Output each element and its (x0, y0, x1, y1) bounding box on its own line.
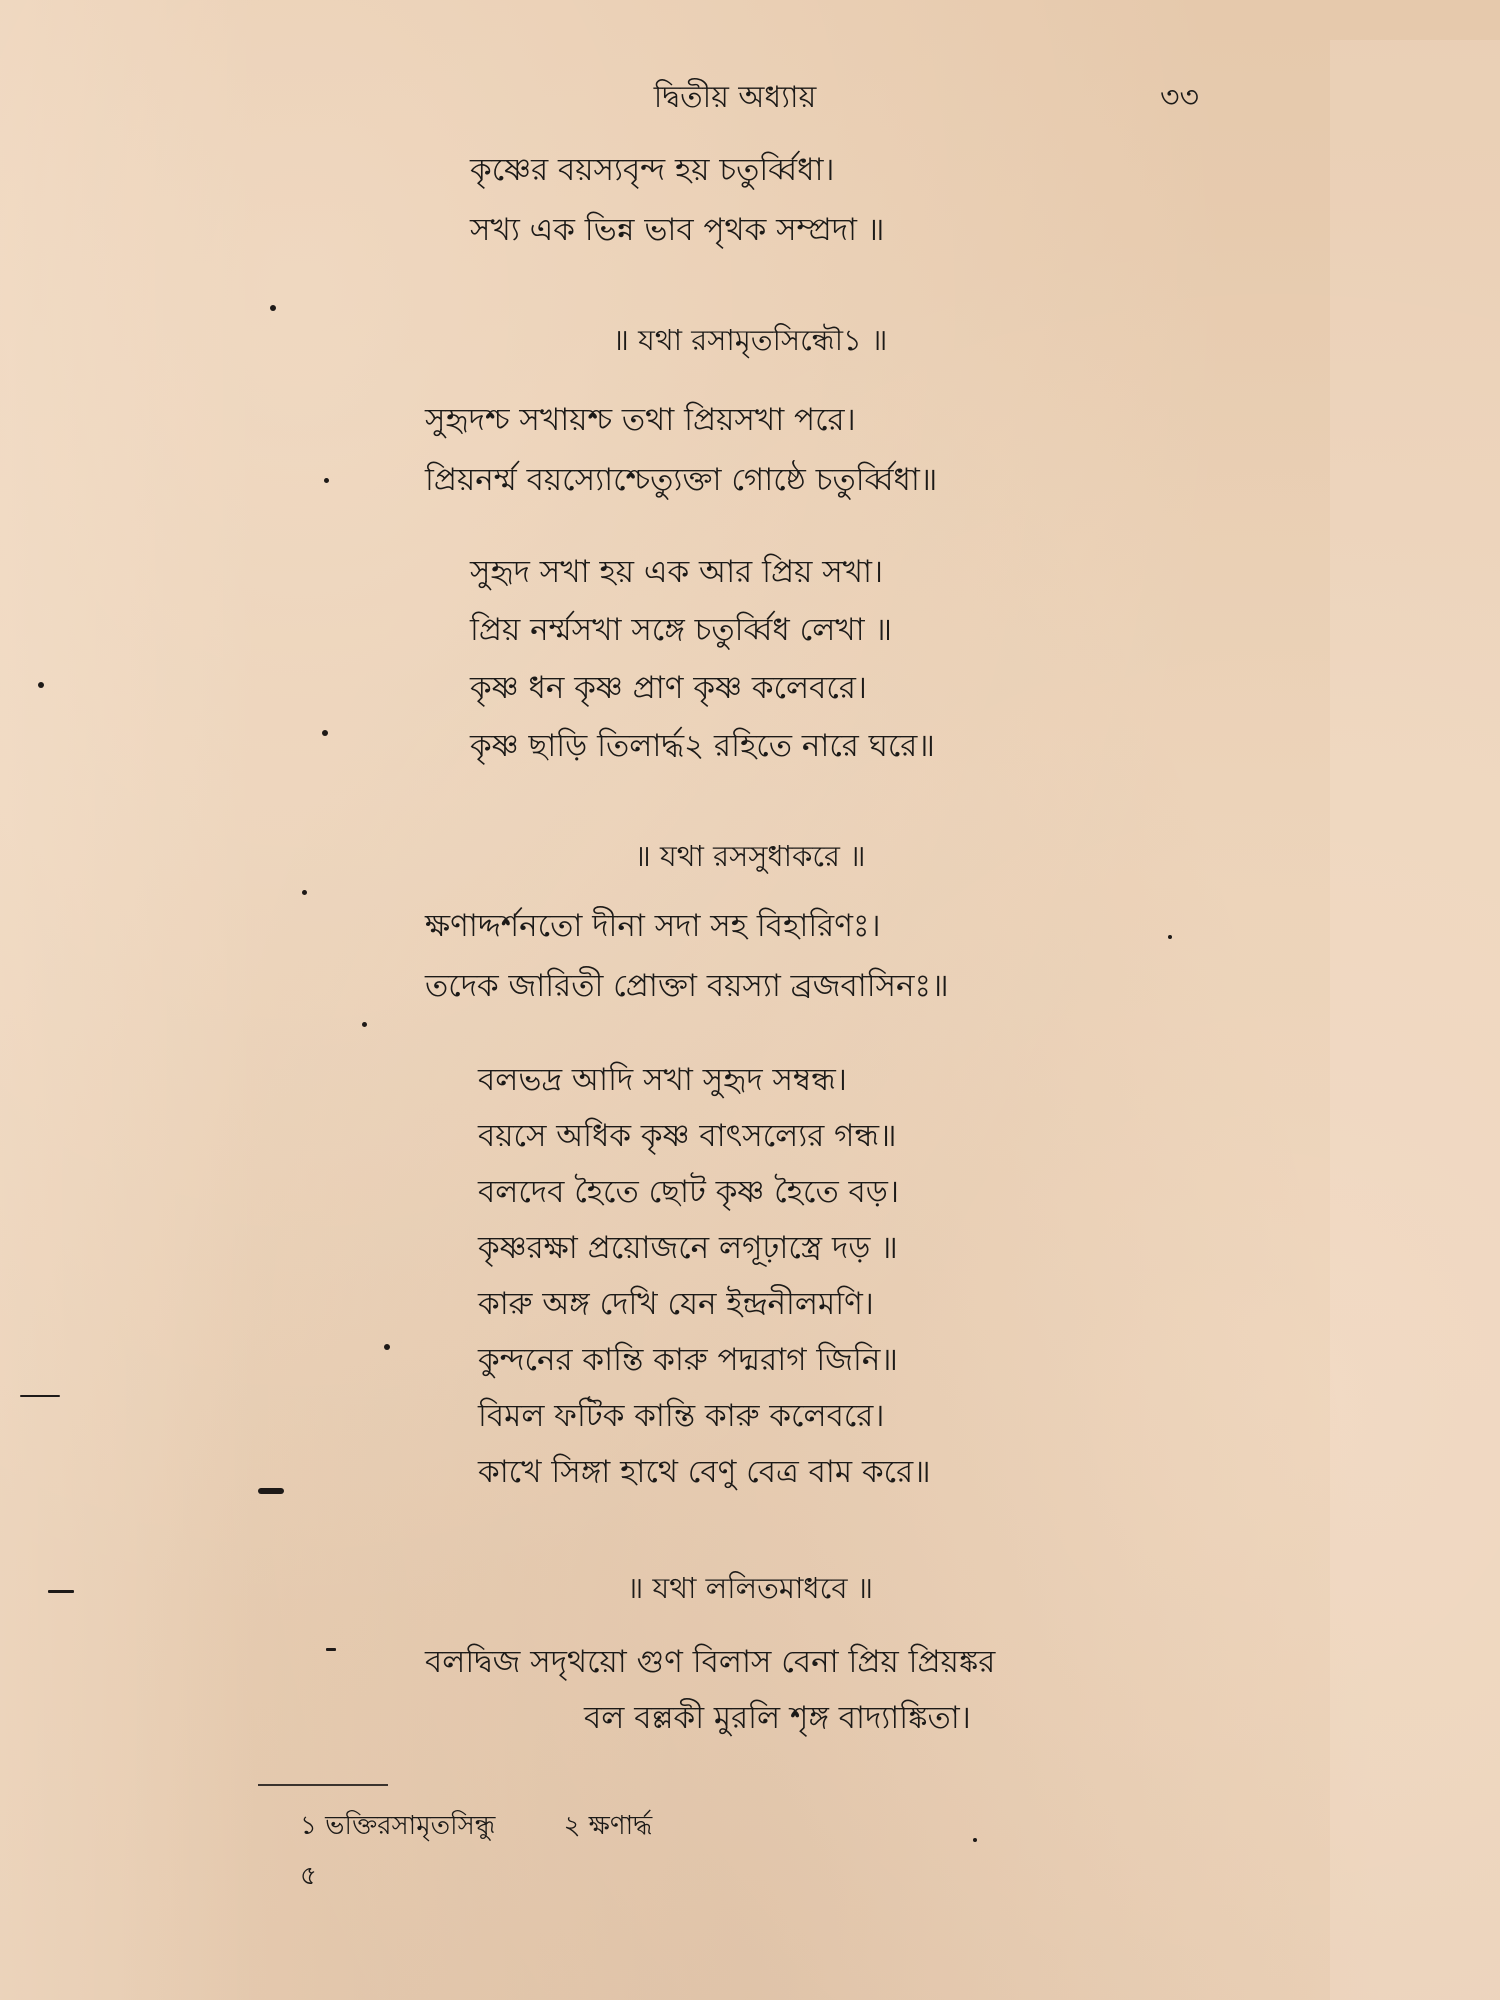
sloka3-line1: বলদ্বিজ সদৃথয়ো গুণ বিলাস বেনা প্রিয় প্রিয়ঙ্কর (425, 1644, 996, 1680)
paper-speck (302, 890, 307, 895)
verse3-line2: বয়সে অধিক কৃষ্ণ বাৎসল্যের গন্ধ॥ (478, 1118, 897, 1154)
paper-speck (973, 1838, 977, 1842)
sloka1-line2: প্রিয়নর্ম্ম বয়স্যোশ্চেত্যুক্তা গোষ্ঠে চতুর্ব্বিধা॥ (425, 462, 938, 498)
paper-speck (1168, 935, 1172, 939)
section-heading-3: ॥ যথা ললিতমাধবে ॥ (626, 1571, 874, 1605)
paper-speck (258, 1488, 284, 1494)
paper-speck (38, 682, 44, 688)
verse1-line2: সখ্য এক ভিন্ন ভাব পৃথক সম্প্রদা ॥ (470, 212, 885, 248)
section-heading-1: ॥ যথা রসামৃতসিন্ধৌ১ ॥ (612, 323, 888, 357)
verse3-line5: কারু অঙ্গ দেখি যেন ইন্দ্রনীলমণি। (478, 1286, 874, 1322)
sloka3-line2: বল বল্লকী মুরলি শৃঙ্গ বাদ্যাঙ্কিতা। (584, 1700, 971, 1736)
verse2-line1: সুহৃদ সখা হয় এক আর প্রিয় সখা। (470, 554, 884, 590)
paper-speck (20, 1395, 60, 1397)
sloka2-line1: ক্ষণাদ্দর্শনতো দীনা সদা সহ বিহারিণঃ। (425, 908, 881, 944)
paper-speck (326, 1648, 336, 1651)
verse2-line3: কৃষ্ণ ধন কৃষ্ণ প্রাণ কৃষ্ণ কলেবরে। (470, 670, 867, 706)
paper-shade-left (0, 0, 260, 2000)
verse3-line7: বিমল ফটিক কান্তি কারু কলেবরে। (478, 1398, 885, 1434)
verse3-line6: কুন্দনের কান্তি কারু পদ্মরাগ জিনি॥ (478, 1342, 898, 1378)
paper-speck (322, 730, 328, 736)
chapter-title: দ্বিতীয় অধ্যায় (653, 80, 817, 115)
section-heading-2: ॥ যথা রসসুধাকরে ॥ (634, 839, 866, 873)
verse2-line4: কৃষ্ণ ছাড়ি তিলার্দ্ধ২ রহিতে নারে ঘরে॥ (470, 728, 935, 764)
footnote-rule (258, 1784, 388, 1786)
sloka2-line2: তদেক জারিতী প্রোক্তা বয়স্যা ব্রজবাসিনঃ॥ (425, 968, 949, 1004)
signature-mark: ৫ (300, 1861, 317, 1891)
verse2-line2: প্রিয় নর্ম্মসখা সঙ্গে চতুর্ব্বিধ লেখা ॥ (470, 612, 893, 648)
verse3-line8: কাখে সিঙ্গা হাথে বেণু বেত্র বাম করে॥ (478, 1454, 931, 1490)
running-head (0, 78, 1500, 118)
footnote-2: ২ ক্ষণার্দ্ধ (563, 1811, 653, 1841)
footnotes (300, 1806, 712, 1846)
verse3-line1: বলভদ্র আদি সখা সুহৃদ সম্বন্ধ। (478, 1062, 847, 1098)
verse3-line3: বলদেব হৈতে ছোট কৃষ্ণ হৈতে বড়। (478, 1174, 900, 1210)
paper-speck (362, 1022, 367, 1027)
verse1-line1: কৃষ্ণের বয়স্যবৃন্দ হয় চতুর্ব্বিধা। (470, 152, 835, 188)
paper-speck (270, 305, 276, 311)
paper-speck (384, 1344, 390, 1350)
verse3-line4: কৃষ্ণরক্ষা প্রয়োজনে লগূঢ়াস্ত্রে দড় ॥ (478, 1230, 898, 1266)
paper-speck (324, 478, 329, 483)
sloka1-line1: সুহৃদশ্চ সখায়শ্চ তথা প্রিয়সখা পরে। (425, 402, 856, 438)
page-number: ৩৩ (1160, 80, 1200, 115)
footnote-1: ১ ভক্তিরসামৃতসিন্ধু (300, 1811, 496, 1841)
